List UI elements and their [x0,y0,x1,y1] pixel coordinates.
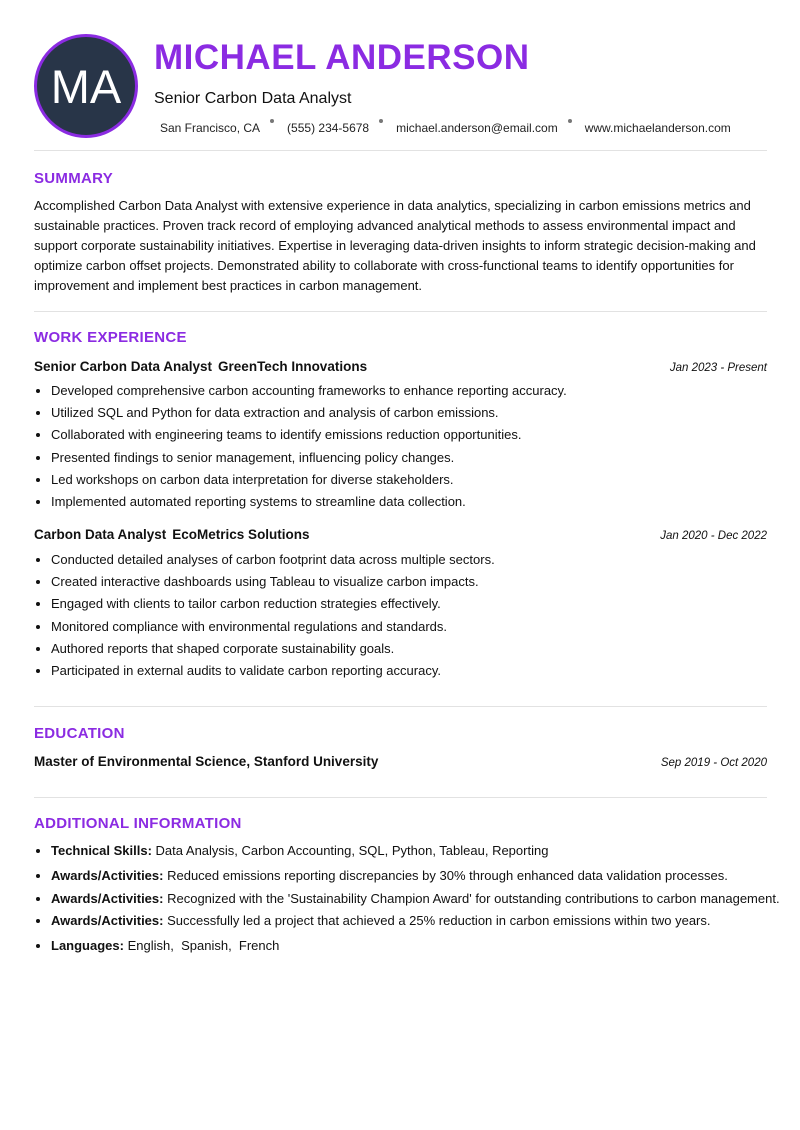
divider [34,311,767,312]
education-degree: Master of Environmental Science, Stanford University [34,754,379,769]
experience-heading: WORK EXPERIENCE [34,329,187,346]
list-item: • Collaborated with engineering teams to identify emissions reduction opportunities. [51,424,784,446]
item-text: Data Analysis, Carbon Accounting, SQL, Python, Tableau, Reporting [155,843,549,858]
divider [34,150,767,151]
separator-dot [379,119,383,123]
item-text: Recognized with the 'Sustainability Champion Award' for outstanding contributions to carbon management. [167,890,780,906]
additional-list [34,841,784,959]
item-text: Successfully led a project that achieved a 25% reduction in carbon emissions within two years. [167,913,711,928]
summary-text: Accomplished Carbon Data Analyst with extensive experience in data analytics, specializing in carbon emissions metrics and sustainable practices. Proven track record of employing advanced analytical methods to assess environmental impact and support corporate sustainability initiatives. Expertise in leveraging data-driven insights to inform strategic decision-making and optimize carbon offset projects. Demonstrated ability to collaborate with cross-functional teams to identify opportunities for improvement and implement best practices in carbon management. [34,198,756,293]
list-item: • Developed comprehensive carbon accounting frameworks to enhance reporting accuracy. [51,380,784,402]
education-heading: EDUCATION [34,725,125,742]
contact-location: San Francisco, CA [160,121,261,135]
item-text: Reduced emissions reporting discrepancies by 30% through enhanced data validation processes. [167,868,728,883]
divider [34,706,767,707]
contact-email[interactable]: michael.anderson@email.com [396,121,558,135]
job-header [34,526,767,544]
candidate-title: Senior Carbon Data Analyst [154,90,352,107]
job-dates: Jan 2023 - Present [669,362,767,374]
job-bullets [34,380,784,513]
list-item [51,866,784,885]
list-item: • Presented findings to senior management, influencing policy changes. [51,447,784,469]
job-company: EcoMetrics Solutions [172,527,310,542]
list-item: • Monitored compliance with environmental regulations and standards. [51,616,784,638]
list-item: • Utilized SQL and Python for data extraction and analysis of carbon emissions. [51,402,784,424]
job-header [34,358,767,376]
item-label: Awards/Activities: [51,868,164,883]
list-item: • Led workshops on carbon data interpretation for diverse stakeholders. [51,469,784,491]
education-dates: Sep 2019 - Oct 2020 [660,757,767,769]
contact-website[interactable]: www.michaelanderson.com [584,121,731,135]
divider [34,797,767,798]
language: English [127,938,171,953]
list-item: • Conducted detailed analyses of carbon footprint data across multiple sectors. [51,549,784,571]
list-item [51,841,784,860]
list-item [51,936,784,955]
contact-bar [160,120,731,136]
job-role: Senior Carbon Data Analyst [34,359,213,374]
language: , French [228,938,279,953]
job-role: Carbon Data Analyst [34,527,167,542]
education-entry [34,753,767,771]
list-item: • Engaged with clients to tailor carbon reduction strategies effectively. [51,593,784,615]
list-item [51,889,784,908]
list-item: • Authored reports that shaped corporate sustainability goals. [51,638,784,660]
additional-heading: ADDITIONAL INFORMATION [34,815,242,832]
item-label: Technical Skills: [51,843,152,858]
separator-dot [270,119,274,123]
candidate-name: MICHAEL ANDERSON [154,38,530,77]
language: , Spanish [170,938,228,953]
avatar [34,34,138,138]
list-item: • Implemented automated reporting systems to streamline data collection. [51,491,784,513]
list-item [51,911,784,930]
summary-heading: SUMMARY [34,170,114,187]
item-label: Awards/Activities: [51,890,164,906]
job-dates: Jan 2020 - Dec 2022 [660,530,767,542]
list-item: • Created interactive dashboards using Tableau to visualize carbon impacts. [51,571,784,593]
separator-dot [568,119,572,123]
job-bullets [34,549,784,682]
list-item: • Participated in external audits to validate carbon reporting accuracy. [51,660,784,682]
item-label: Awards/Activities: [51,913,164,928]
job-company: GreenTech Innovations [218,359,368,374]
languages-label: Languages: [51,938,124,953]
avatar-initials: MA [50,59,122,113]
contact-phone[interactable]: (555) 234-5678 [287,121,370,135]
